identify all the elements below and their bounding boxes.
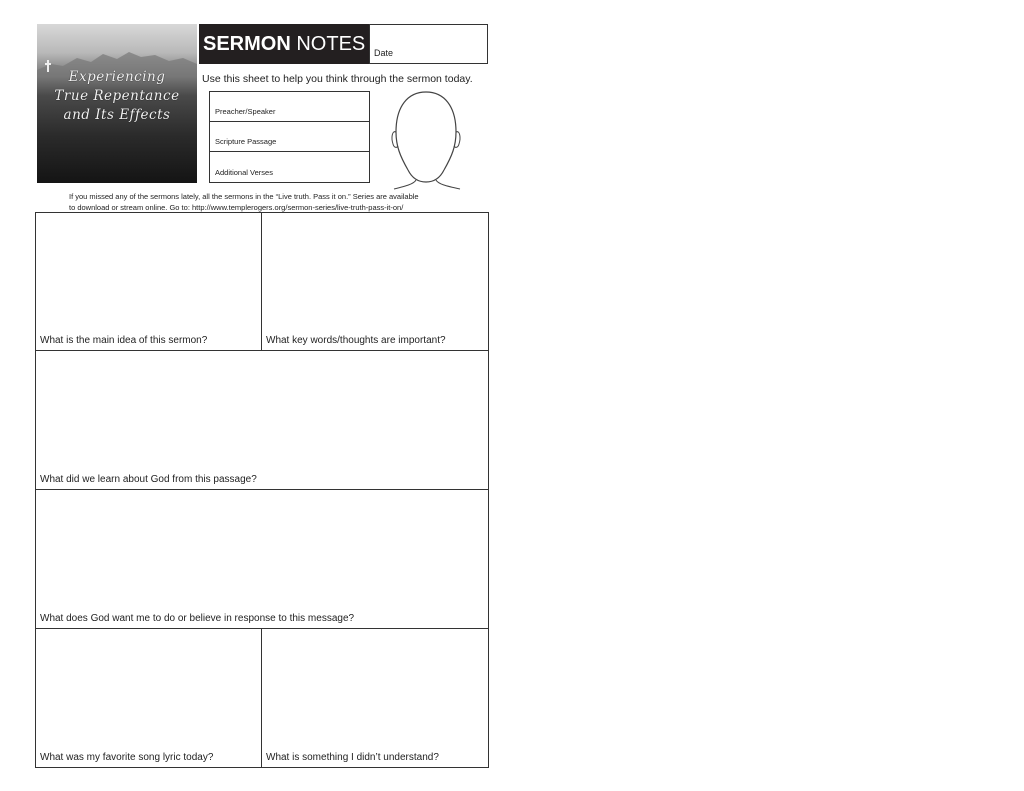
main-idea-prompt: What is the main idea of this sermon? bbox=[40, 335, 208, 346]
verses-label: Additional Verses bbox=[215, 168, 273, 177]
page-title bbox=[199, 24, 369, 64]
scripture-field[interactable] bbox=[210, 122, 369, 152]
preacher-label: Preacher/Speaker bbox=[215, 107, 276, 116]
date-label: Date bbox=[374, 48, 394, 58]
face-outline-icon bbox=[386, 86, 466, 190]
sermon-info-fields bbox=[209, 91, 370, 183]
response-prompt: What does God want me to do or believe in response to this message? bbox=[40, 613, 355, 624]
key-words-prompt: What key words/thoughts are important? bbox=[266, 335, 446, 346]
not-understood-prompt: What is something I didn’t understand? bbox=[266, 752, 439, 763]
learn-about-god-box[interactable] bbox=[35, 350, 489, 490]
notice-line: to download or stream online. Go to: http://www.templerogers.org/sermon-series/live-truth-pass-it-on/ bbox=[69, 203, 404, 212]
title-rest: NOTES bbox=[290, 33, 366, 55]
instructions-text: Use this sheet to help you think through the sermon today. bbox=[202, 73, 473, 85]
sermon-archive-notice bbox=[69, 191, 489, 213]
title-bold: SERMON bbox=[203, 33, 291, 55]
key-words-box[interactable] bbox=[261, 212, 489, 351]
notice-line: If you missed any of the sermons lately, all the sermons in the “Live truth. Pass it on.” Series are available bbox=[69, 192, 419, 201]
cover-title-line: Experiencing bbox=[68, 69, 166, 85]
cover-title-line: and Its Effects bbox=[63, 107, 171, 123]
song-lyric-prompt: What was my favorite song lyric today? bbox=[40, 752, 214, 763]
verses-field[interactable] bbox=[210, 152, 369, 182]
response-box[interactable] bbox=[35, 489, 489, 629]
main-idea-box[interactable] bbox=[35, 212, 262, 351]
sermon-series-cover-image bbox=[37, 24, 197, 183]
cover-title-line: True Repentance bbox=[54, 88, 180, 104]
song-lyric-box[interactable] bbox=[35, 628, 262, 768]
not-understood-box[interactable] bbox=[261, 628, 489, 768]
date-field[interactable] bbox=[369, 24, 488, 64]
learn-about-god-prompt: What did we learn about God from this passage? bbox=[40, 474, 257, 485]
preacher-field[interactable] bbox=[210, 92, 369, 122]
scripture-label: Scripture Passage bbox=[215, 137, 277, 146]
cover-title bbox=[37, 68, 197, 125]
